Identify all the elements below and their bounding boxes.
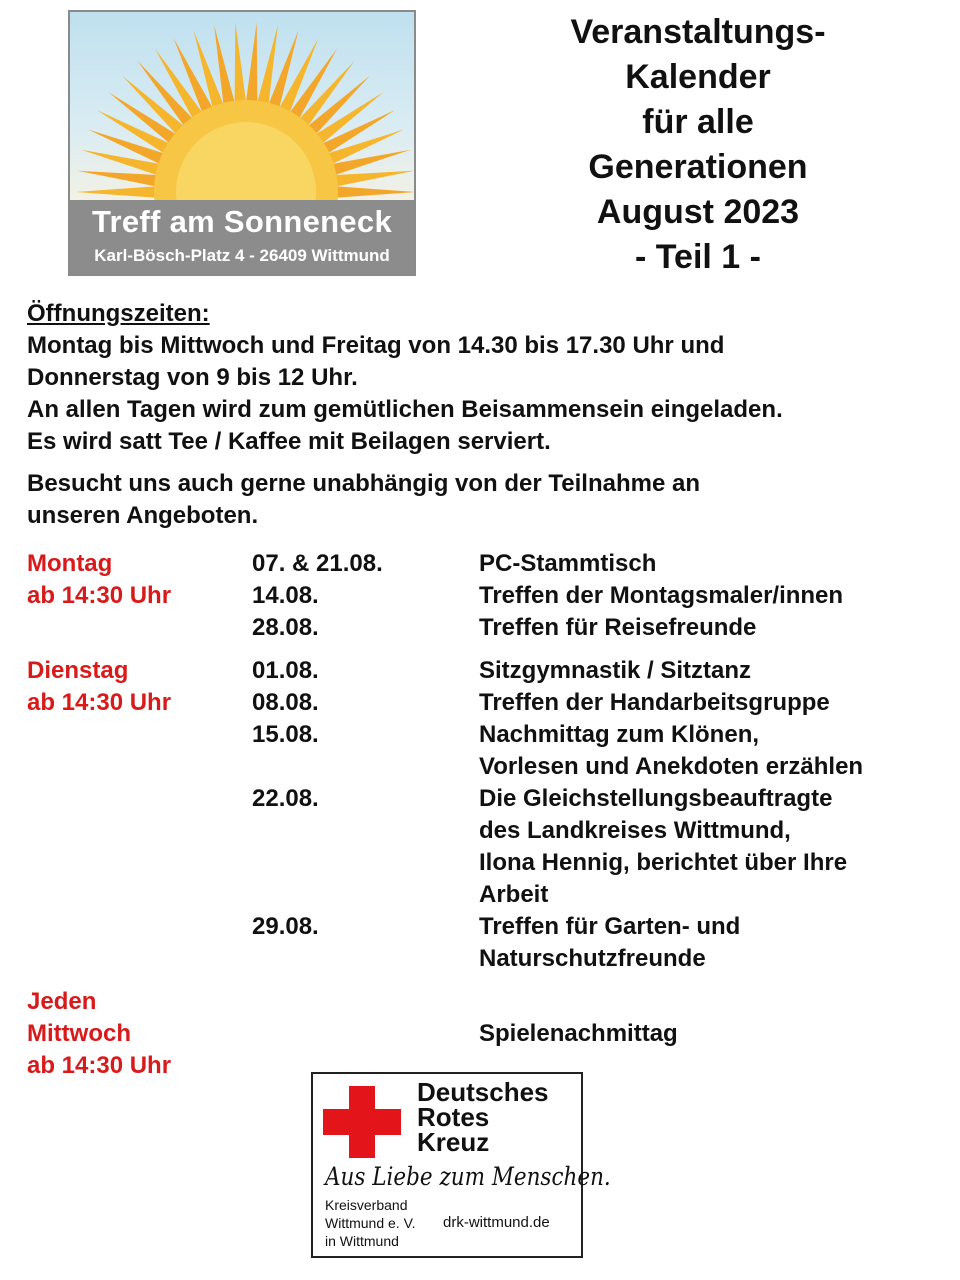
event-title: Treffen für Reisefreunde: [479, 614, 757, 641]
wednesday-day: Mittwoch: [27, 1020, 131, 1047]
event-title: Die Gleichstellungsbeauftragte: [479, 785, 833, 812]
event-date: 07. & 21.08.: [252, 550, 383, 577]
event-date: 14.08.: [252, 582, 319, 609]
sun-ray: [235, 22, 247, 107]
visit-note: [27, 468, 700, 532]
sun-ray: [77, 171, 161, 188]
title-line: - Teil 1 -: [635, 238, 761, 276]
event-date: 29.08.: [252, 913, 319, 940]
event-title-cont: des Landkreises Wittmund,: [479, 817, 791, 844]
event-title-cont: Ilona Hennig, berichtet über Ihre: [479, 849, 848, 876]
event-title: Treffen für Garten- und: [479, 913, 741, 940]
event-date: 22.08.: [252, 785, 319, 812]
drk-logo: [311, 1072, 611, 1258]
opening-line: Montag bis Mittwoch und Freitag von 14.30 bis 17.30 Uhr und: [27, 332, 725, 359]
red-cross-icon: [323, 1086, 401, 1158]
treff-logo: [68, 10, 416, 276]
event-date: 01.08.: [252, 657, 319, 684]
sun-icon: [70, 12, 414, 200]
monday-time: ab 14:30 Uhr: [27, 582, 172, 609]
drk-org-line: Wittmund e. V.: [325, 1215, 416, 1231]
drk-website: drk-wittmund.de: [443, 1214, 550, 1231]
event-title: Treffen der Handarbeitsgruppe: [479, 689, 830, 716]
tuesday-day: Dienstag: [27, 657, 129, 684]
drk-name-line: Deutsches: [417, 1077, 549, 1107]
event-title: Sitzgymnastik / Sitztanz: [479, 657, 752, 684]
event-date: 28.08.: [252, 614, 319, 641]
opening-line: Es wird satt Tee / Kaffee mit Beilagen serviert.: [27, 428, 551, 455]
title-line: Kalender: [625, 58, 771, 96]
sun-painting: [70, 12, 414, 200]
calendar-title: [520, 10, 876, 280]
drk-org-line: in Wittmund: [325, 1233, 399, 1249]
event-date: 15.08.: [252, 721, 319, 748]
opening-line: An allen Tagen wird zum gemütlichen Beisammensein eingeladen.: [27, 396, 783, 423]
drk-name-line: Kreuz: [417, 1127, 490, 1157]
event-title: Treffen der Montagsmaler/innen: [479, 582, 844, 609]
sun-ray: [332, 186, 414, 198]
sun-ray: [245, 22, 257, 107]
logo-title: Treff am Sonneneck: [92, 204, 392, 239]
visit-line: Besucht uns auch gerne unabhängig von der Teilnahme an: [27, 470, 700, 497]
wednesday-time: ab 14:30 Uhr: [27, 1052, 172, 1079]
title-line: Veranstaltungs-: [570, 13, 826, 51]
event-title-cont: Arbeit: [479, 881, 549, 908]
opening-heading: Öffnungszeiten:: [27, 300, 210, 327]
wednesday-label: Jeden: [27, 988, 97, 1015]
event-title-cont: Naturschutzfreunde: [479, 945, 706, 972]
event-date: 08.08.: [252, 689, 319, 716]
title-line: für alle: [642, 103, 754, 141]
drk-slogan: Aus Liebe zum Menschen.: [325, 1162, 611, 1191]
drk-name: [417, 1077, 549, 1157]
drk-org: [325, 1196, 416, 1250]
drk-name-line: Rotes: [417, 1102, 490, 1132]
event-title: Nachmittag zum Klönen,: [479, 721, 760, 748]
sun-ray: [330, 171, 414, 188]
visit-line: unseren Angeboten.: [27, 502, 259, 529]
event-title: PC-Stammtisch: [479, 550, 657, 577]
sun-ray: [76, 186, 160, 198]
event-title-cont: Vorlesen und Anekdoten erzählen: [479, 753, 864, 780]
logo-address: Karl-Bösch-Platz 4 - 26409 Wittmund: [94, 246, 390, 265]
monday-day: Montag: [27, 550, 113, 577]
drk-org-line: Kreisverband: [325, 1197, 408, 1213]
title-line: Generationen: [588, 148, 808, 186]
event-title: Spielenachmittag: [479, 1020, 678, 1047]
opening-hours: [27, 298, 783, 458]
opening-line: Donnerstag von 9 bis 12 Uhr.: [27, 364, 358, 391]
title-line: August 2023: [596, 193, 800, 231]
tuesday-time: ab 14:30 Uhr: [27, 689, 172, 716]
